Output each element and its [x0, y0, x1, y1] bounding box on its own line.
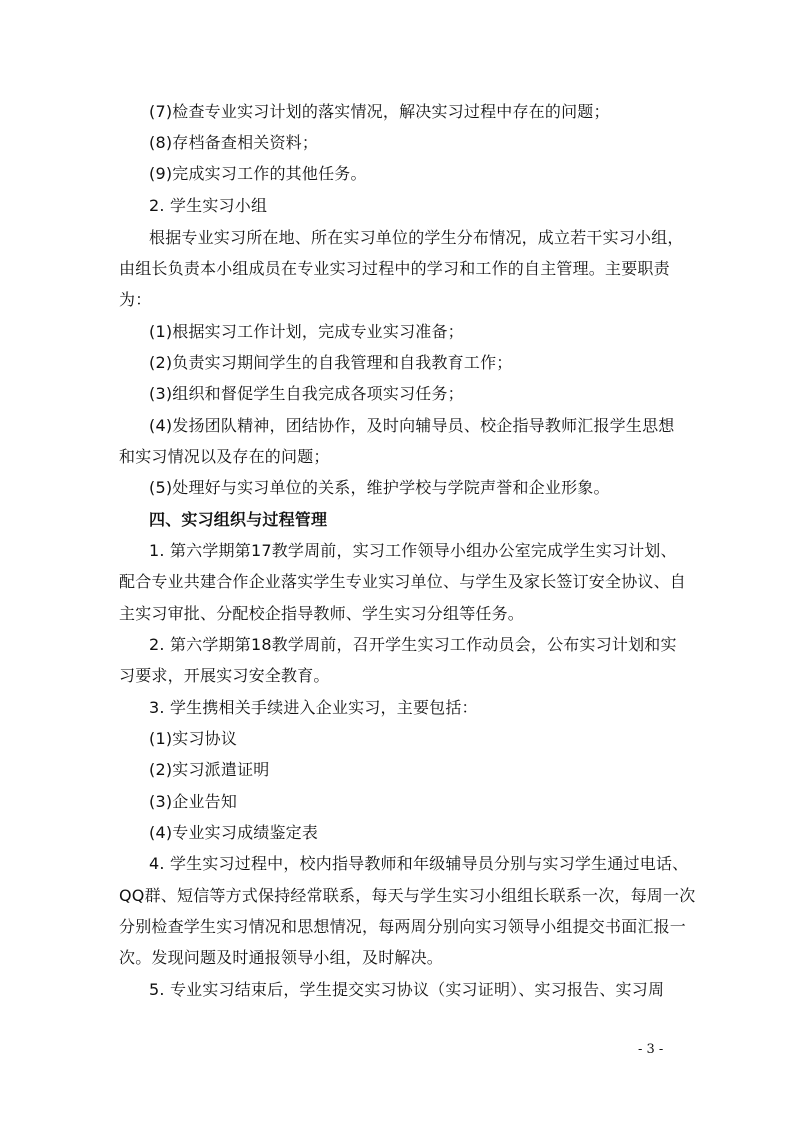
list-item: (3)企业告知 — [149, 792, 238, 811]
text-line: (3)组织和督促学生自我完成各项实习任务； — [149, 384, 464, 403]
text-line: 和实习情况以及存在的问题； — [119, 447, 330, 466]
text-line: 5. 专业实习结束后，学生提交实习协议（实习证明）、实习报告、实习周 — [149, 980, 665, 999]
text-line: 3. 学生携相关手续进入企业实习，主要包括： — [149, 698, 478, 717]
list-item: (1)实习协议 — [149, 729, 238, 748]
section-heading: 2. 学生实习小组 — [149, 196, 268, 215]
list-item: (2)实习派遣证明 — [149, 760, 270, 779]
text-line: 为： — [119, 290, 152, 309]
text-line: 2. 第六学期第18教学周前，召开学生实习工作动员会，公布实习计划和实 — [149, 635, 677, 654]
text-line: 分别检查学生实习情况和思想情况，每两周分别向实习领导小组提交书面汇报一 — [119, 917, 687, 936]
text-line: 由组长负责本小组成员在专业实习过程中的学习和工作的自主管理。主要职责 — [119, 259, 670, 278]
text-line: (4)发扬团队精神，团结协作，及时向辅导员、校企指导教师汇报学生思想 — [149, 416, 675, 435]
text-line: 配合专业共建合作企业落实学生专业实习单位、与学生及家长签订安全协议、自 — [119, 572, 687, 591]
text-line: (5)处理好与实习单位的关系，维护学校与学院声誉和企业形象。 — [149, 478, 610, 497]
text-line: (1)根据实习工作计划，完成专业实习准备； — [149, 322, 464, 341]
text-line: (7)检查专业实习计划的落实情况，解决实习过程中存在的问题； — [149, 102, 610, 121]
text-line: (9)完成实习工作的其他任务。 — [149, 164, 367, 183]
text-line: (8)存档备查相关资料； — [149, 133, 319, 152]
text-line: 主实习审批、分配校企指导教师、学生实习分组等任务。 — [119, 604, 525, 623]
list-item: (4)专业实习成绩鉴定表 — [149, 823, 319, 842]
text-line: 1. 第六学期第17教学周前，实习工作领导小组办公室完成学生实习计划、 — [149, 541, 677, 560]
text-line: 根据专业实习所在地、所在实习单位的学生分布情况，成立若干实习小组， — [149, 228, 684, 247]
text-line: (2)负责实习期间学生的自我管理和自我教育工作； — [149, 353, 513, 372]
text-line: QQ群、短信等方式保持经常联系，每天与学生实习小组组长联系一次，每周一次 — [119, 886, 696, 905]
chapter-heading: 四、实习组织与过程管理 — [149, 510, 328, 529]
text-line: 习要求，开展实习安全教育。 — [119, 666, 330, 685]
page-number: - 3 - — [638, 1042, 664, 1057]
text-line: 次。发现问题及时通报领导小组，及时解决。 — [119, 948, 444, 967]
text-line: 4. 学生实习过程中，校内指导教师和年级辅导员分别与实习学生通过电话、 — [149, 854, 689, 873]
